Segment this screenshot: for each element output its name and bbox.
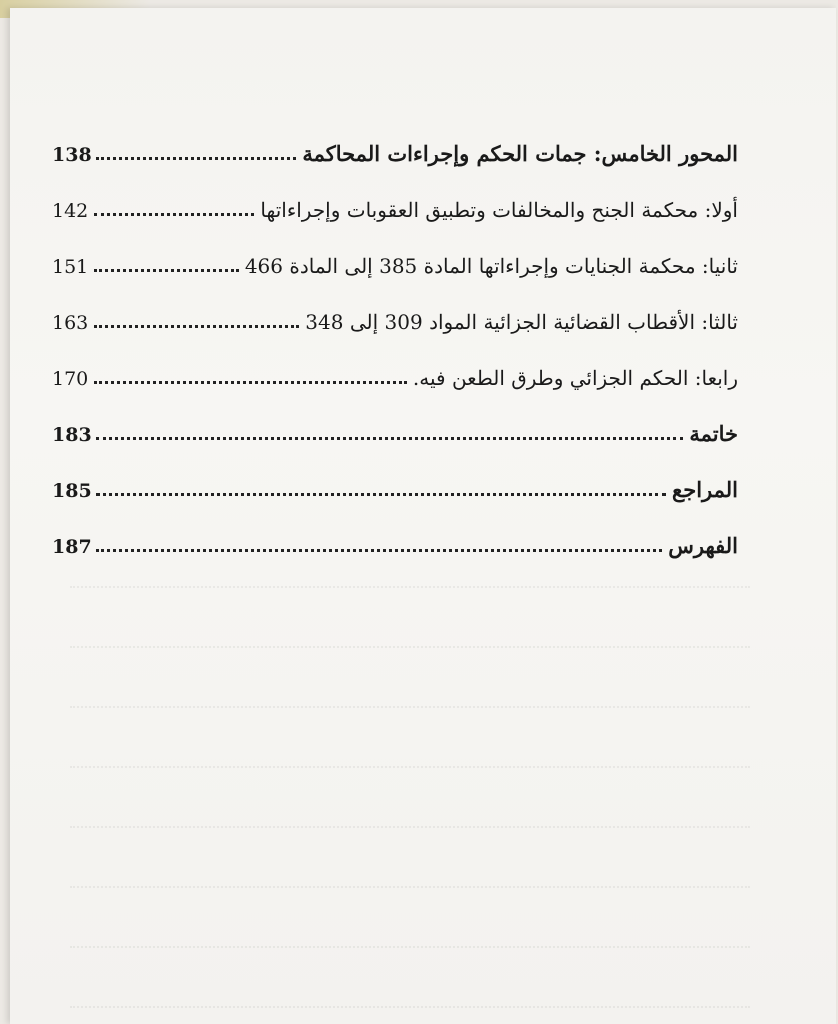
toc-title: الفهرس xyxy=(668,533,738,558)
toc-title: ثانيا: محكمة الجنايات وإجراءاتها المادة 385 إلى المادة 466 xyxy=(244,254,738,278)
toc-leader-dots xyxy=(96,548,663,552)
toc-title: المراجع xyxy=(672,477,738,502)
toc-leader-dots xyxy=(94,324,299,328)
toc-entry xyxy=(52,504,738,560)
toc-leader-dots xyxy=(96,492,666,496)
table-of-contents xyxy=(52,112,738,560)
toc-page-number: 183 xyxy=(52,424,92,446)
toc-page-number: 185 xyxy=(52,480,92,502)
toc-page-number: 170 xyxy=(52,368,89,390)
bleed-through-line xyxy=(70,628,750,648)
toc-title: رابعا: الحكم الجزائي وطرق الطعن فيه. xyxy=(412,366,738,390)
toc-entry xyxy=(52,448,738,504)
toc-page-number: 187 xyxy=(52,536,92,558)
toc-page-number: 142 xyxy=(52,200,89,222)
toc-entry xyxy=(52,392,738,448)
toc-title: المحور الخامس: جمات الحكم وإجراءات المحاكمة xyxy=(302,141,738,166)
toc-entry xyxy=(52,280,738,336)
toc-leader-dots xyxy=(94,268,239,272)
toc-entry xyxy=(52,168,738,224)
toc-title: ثالثا: الأقطاب القضائية الجزائية المواد 309 إلى 348 xyxy=(305,310,738,334)
toc-title: خاتمة xyxy=(689,421,738,446)
bleed-through-line xyxy=(70,868,750,888)
bleed-through-line xyxy=(70,688,750,708)
toc-leader-dots xyxy=(94,380,407,384)
bleed-through-line xyxy=(70,568,750,588)
bleed-through-line xyxy=(70,928,750,948)
bleed-through-line xyxy=(70,988,750,1008)
bleed-through-line xyxy=(70,748,750,768)
toc-title: أولا: محكمة الجنح والمخالفات وتطبيق العقوبات وإجراءاتها xyxy=(260,198,738,222)
toc-entry xyxy=(52,224,738,280)
bleed-through-line xyxy=(70,808,750,828)
toc-leader-dots xyxy=(96,156,297,160)
toc-entry xyxy=(52,112,738,168)
toc-page-number: 151 xyxy=(52,256,89,278)
toc-leader-dots xyxy=(96,436,684,440)
toc-page-number: 163 xyxy=(52,312,89,334)
toc-entry xyxy=(52,336,738,392)
toc-leader-dots xyxy=(94,212,254,216)
toc-page-number: 138 xyxy=(52,144,92,166)
